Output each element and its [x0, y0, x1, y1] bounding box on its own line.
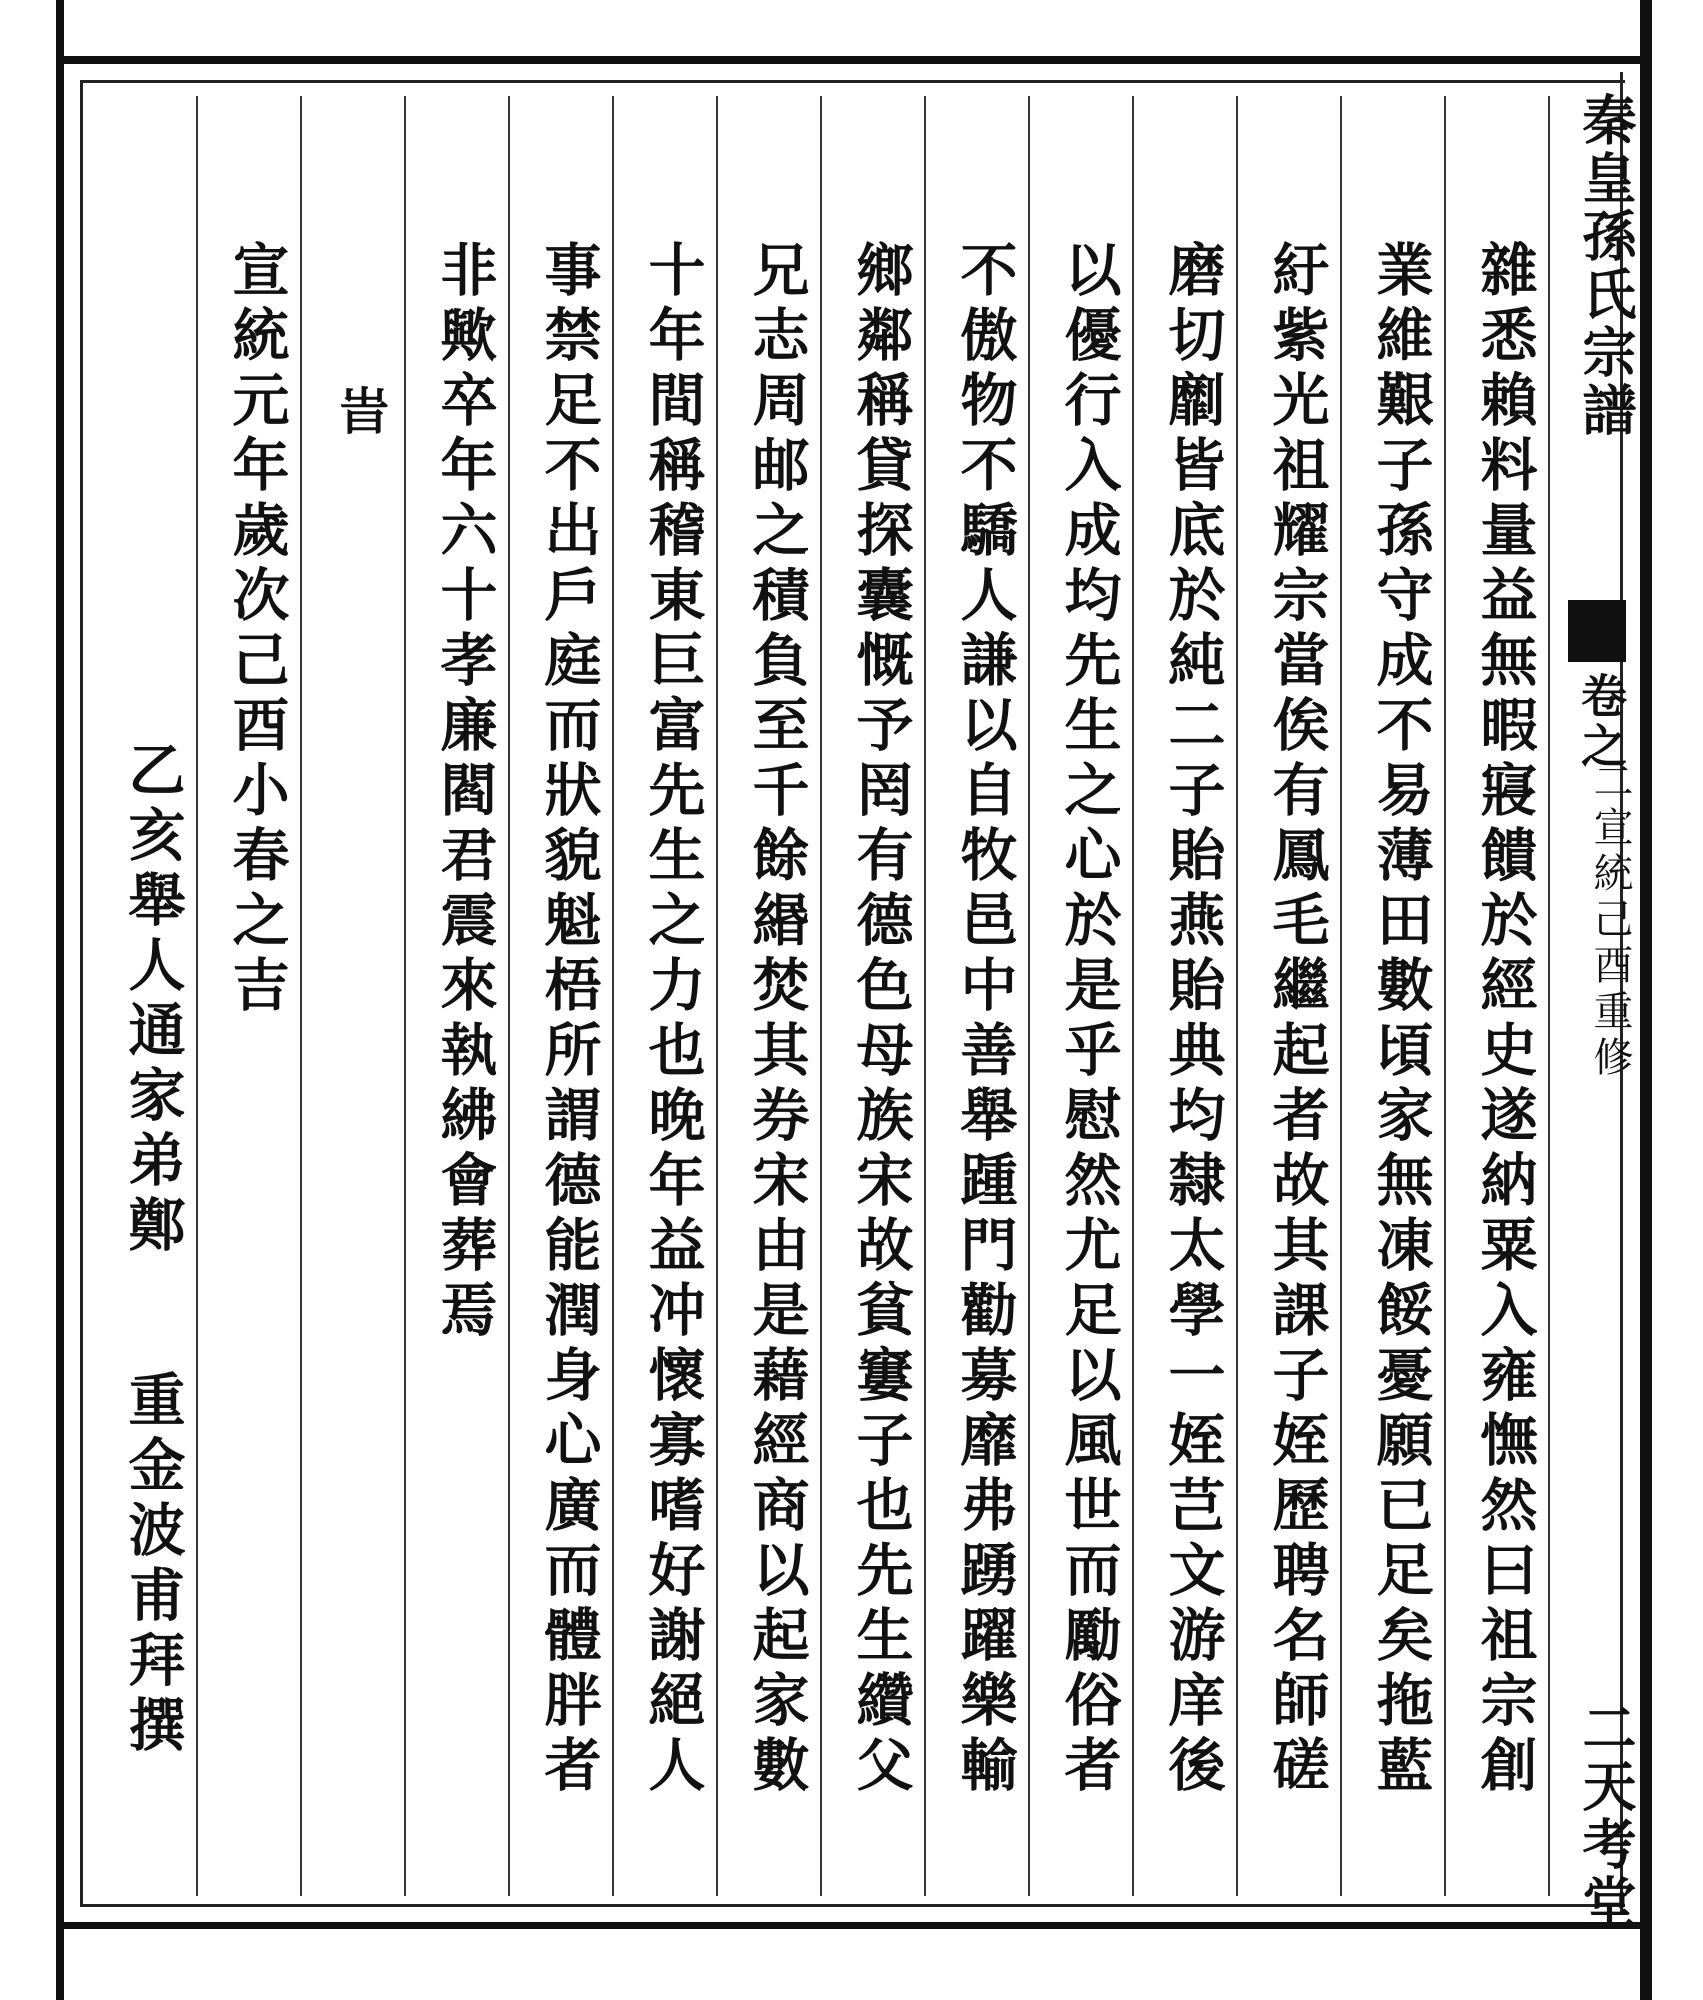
column-rule [1236, 96, 1238, 1896]
column-rule [1132, 96, 1134, 1896]
text-column: 十年間稱稽東巨富先生之力也晚年益冲懷寡嗜好謝絕人 [639, 240, 706, 1800]
frame-bottom-inner-border [80, 1904, 1625, 1907]
frame-left-inner-border [80, 80, 83, 1907]
text-column: 兄志周邮之積負至千餘緡焚其券宋由是藉經商以起家數 [743, 240, 810, 1800]
text-column: 鄉鄰稱貸探囊慨予罔有德色母族宋故貧窶子也先生纘父 [847, 240, 914, 1800]
column-rule [1444, 96, 1446, 1896]
text-column: 事禁足不出戶庭而狀貌魁梧所謂德能潤身心廣而體胖者 [535, 240, 602, 1800]
frame-top-border [64, 56, 1644, 64]
column-rule [1340, 96, 1342, 1896]
author-name: 重金波甫拜撰 [119, 1370, 186, 1760]
column-rule [612, 96, 614, 1896]
column-rule [924, 96, 926, 1896]
author-line: 乙亥舉人通家弟鄭 [119, 740, 186, 1260]
column-rule [508, 96, 510, 1896]
column-rule [716, 96, 718, 1896]
genealogy-title: 秦皇孫氏宗譜 [1574, 92, 1638, 440]
text-column: 磨切劘皆底於純二子貽燕貽典均隸太學一姪芑文游庠後 [1159, 240, 1226, 1800]
column-rule [300, 96, 302, 1896]
edition-label: 二宣統己酉重修 [1587, 760, 1633, 1082]
text-column: 非歟卒年六十孝廉閻君震來執紼會葬焉 [431, 240, 498, 1345]
fishtail-mark [1568, 600, 1626, 662]
column-rule [404, 96, 406, 1896]
text-column: 業維艱子孫守成不易薄田數頃家無凍餒憂願已足矣拖藍 [1367, 240, 1434, 1800]
column-rule [820, 96, 822, 1896]
column-rule [1028, 96, 1030, 1896]
date-line: 宣統元年歲次己酉小春之吉 [223, 240, 290, 1020]
page-left-edge [56, 0, 64, 2000]
volume-label: 卷之 [1574, 672, 1628, 772]
text-column: 雜悉賴料量益無暇寢饋於經史遂納粟入雍憮然曰祖宗創 [1471, 240, 1538, 1800]
frame-top-inner-border [80, 80, 1625, 83]
column-rule [1548, 96, 1550, 1896]
closing-mark: 旹 [331, 385, 390, 443]
hall-name: 二天考堂 [1574, 1700, 1638, 1932]
column-rule [196, 96, 198, 1896]
text-column: 以優行入成均先生之心於是乎慰然尤足以風世而勵俗者 [1055, 240, 1122, 1800]
text-column: 不傲物不驕人謙以自牧邑中善舉踵門勸募靡弗踴躍樂輸 [951, 240, 1018, 1800]
text-column: 紆紫光祖耀宗當俟有鳳毛繼起者故其課子姪歷聘名師磋 [1263, 240, 1330, 1800]
frame-bottom-border [64, 1922, 1644, 1929]
